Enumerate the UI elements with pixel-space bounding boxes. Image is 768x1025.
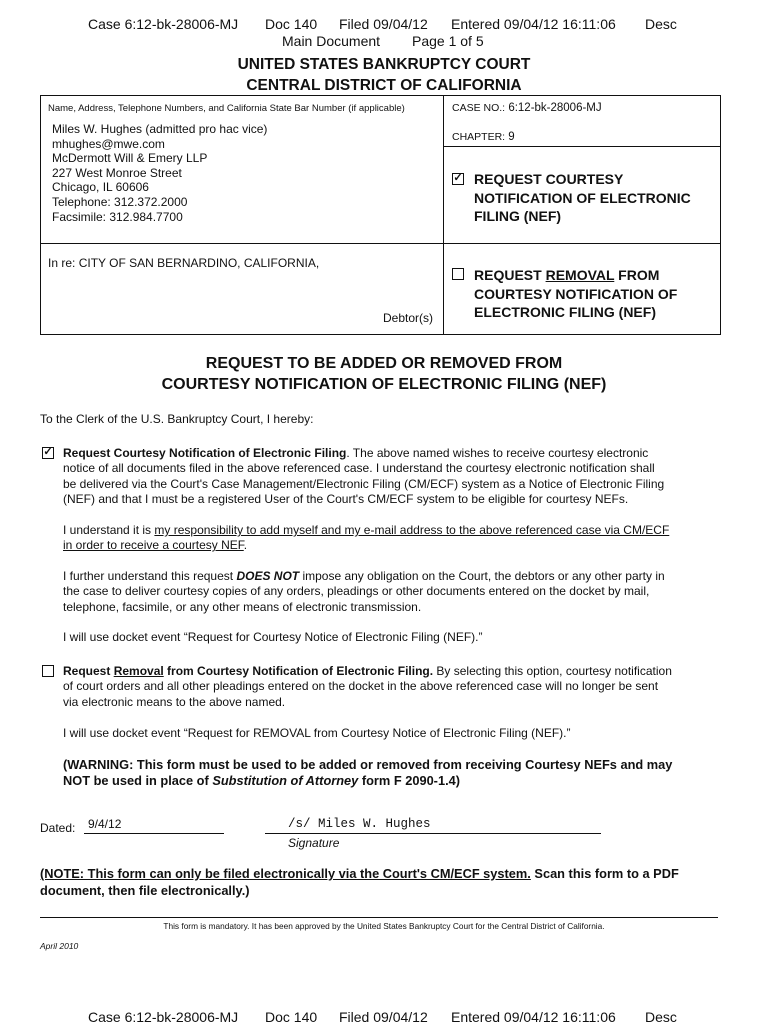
removal-text: via electronic means to the above named. — [63, 694, 286, 709]
further-text: telephone, facsimile, or any other means of electronic transmission. — [63, 599, 422, 614]
further-emph: DOES NOT — [236, 569, 300, 583]
attorney-line: 227 West Monroe Street — [52, 165, 182, 180]
form-title-line-1: REQUEST TO BE ADDED OR REMOVED FROM — [205, 355, 563, 372]
attorney-line: mhughes@mwe.com — [52, 136, 165, 151]
case-no-value: 6:12-bk-28006-MJ — [508, 102, 602, 114]
removal-underlined: REMOVAL — [545, 267, 615, 283]
caption-divider-right-1 — [443, 146, 720, 147]
warning — [63, 757, 733, 789]
caption-divider-right-2 — [443, 243, 720, 244]
understand-underlined: my responsibility to add myself and my e-mail address to the above referenced case via CM/ECF — [154, 523, 670, 537]
docket-event-add: I will use docket event “Request for Courtesy Notice of Electronic Filing (NEF).” — [63, 630, 483, 644]
signature-value: /s/ Miles W. Hughes — [288, 817, 431, 831]
attorney-line: Miles W. Hughes (admitted pro hac vice) — [52, 122, 268, 136]
request-text: notice of all documents filed in the above referenced case. I understand the courtesy electronic notification shall — [63, 461, 655, 476]
note-rest: Scan this form to a PDF — [530, 866, 679, 881]
removal-heading-underlined: Removal — [113, 664, 164, 678]
header-page: Page 1 of 5 — [412, 33, 484, 49]
in-re-label: In re: — [48, 256, 76, 270]
header-case: Case 6:12-bk-28006-MJ — [88, 16, 239, 32]
attorney-line: Telephone: 312.372.2000 — [52, 194, 188, 209]
further-paragraph — [63, 569, 728, 615]
in-re-value: CITY OF SAN BERNARDINO, CALIFORNIA, — [78, 256, 320, 270]
note-line-2: document, then file electronically.) — [40, 882, 250, 898]
removal-nef-option — [474, 266, 677, 322]
date-line — [84, 833, 224, 834]
note — [40, 866, 730, 899]
attorney-label: Name, Address, Telephone Numbers, and California State Bar Number (if applicable) — [48, 103, 405, 114]
request-text: (NEF) and that I must be a registered User of the Court's CM/ECF system to be eligible for courtesy NEFs. — [63, 491, 629, 506]
request-nef-line: REQUEST COURTESY — [474, 171, 624, 187]
footer-doc: Doc 140 — [265, 1009, 318, 1025]
court-line-2: CENTRAL DISTRICT OF CALIFORNIA — [246, 77, 522, 94]
footer-date: April 2010 — [40, 941, 79, 951]
warning-suffix: form F 2090-1.4) — [358, 773, 460, 788]
dated-label: Dated: — [40, 821, 76, 835]
footer-desc: Desc — [645, 1009, 677, 1025]
removal-text: By selecting this option, courtesy notification — [433, 664, 672, 678]
request-nef-option — [474, 170, 691, 226]
request-checkbox[interactable]: ✓ — [43, 446, 53, 458]
further-text: the case to deliver courtesy copies of any orders, pleadings or other documents entered on the docket by mail, — [63, 584, 650, 599]
header-filed: Filed 09/04/12 — [339, 16, 428, 32]
removal-text: of court orders and all other pleadings entered on the docket in the above referenced case will no longer be sent — [63, 679, 659, 694]
court-line-1: UNITED STATES BANKRUPTCY COURT — [237, 56, 531, 73]
form-title-line-2: COURTESY NOTIFICATION OF ELECTRONIC FILING (NEF) — [161, 376, 607, 393]
removal-paragraph — [63, 664, 728, 710]
date-value: 9/4/12 — [88, 817, 122, 831]
request-text: be delivered via the Court's Case Management/Electronic Filing (CM/ECF) system as a Notice of Electronic Filing — [63, 476, 665, 491]
request-text: . The above named wishes to receive courtesy electronic — [346, 446, 649, 460]
understand-paragraph — [63, 523, 728, 554]
note-underlined: (NOTE: This form can only be filed electronically via the Court's CM/ECF system. — [40, 866, 531, 881]
understand-suffix: . — [243, 538, 248, 553]
chapter — [452, 131, 515, 143]
warning-prefix: NOT be used in place of — [63, 773, 213, 788]
in-re — [48, 256, 319, 271]
case-no-label: CASE NO.: — [452, 102, 506, 114]
footer-filed: Filed 09/04/12 — [339, 1009, 428, 1025]
caption-divider-left — [40, 243, 444, 244]
signature-line — [265, 833, 601, 834]
attorney-line: Chicago, IL 60606 — [52, 180, 149, 195]
request-heading: Request Courtesy Notification of Electronic Filing — [63, 446, 347, 460]
further-prefix: I further understand this request — [63, 569, 237, 583]
removal-line: ELECTRONIC FILING (NEF) — [474, 304, 656, 320]
removal-line: COURTESY NOTIFICATION OF — [474, 285, 678, 302]
case-no — [452, 102, 602, 114]
warning-emph: Substitution of Attorney — [212, 773, 359, 788]
chapter-label: CHAPTER: — [452, 131, 506, 143]
debtor-label: Debtor(s) — [383, 311, 434, 325]
caption-divider-vertical — [443, 95, 444, 335]
request-nef-line: FILING (NEF) — [474, 208, 562, 224]
footer-mandatory: This form is mandatory. It has been approved by the United States Bankruptcy Court for the Central District of California. — [163, 921, 605, 931]
request-nef-line: NOTIFICATION OF ELECTRONIC — [474, 189, 691, 206]
attorney-block — [52, 122, 267, 224]
removal-heading-suffix: from Courtesy Notification of Electronic Filing. — [163, 664, 434, 678]
chapter-value: 9 — [508, 131, 515, 143]
warning-line-1: (WARNING: This form must be used to be added or removed from receiving Courtesy NEFs and may — [63, 757, 673, 772]
attorney-line: Facsimile: 312.984.7700 — [52, 209, 183, 224]
removal-checkbox[interactable] — [42, 665, 54, 677]
intro-text: To the Clerk of the U.S. Bankruptcy Court, I hereby: — [40, 412, 314, 426]
request-nef-checkbox[interactable]: ✓ — [453, 172, 463, 184]
signature-label: Signature — [288, 836, 340, 850]
removal-heading-prefix: Request — [63, 664, 114, 678]
attorney-line: McDermott Will & Emery LLP — [52, 151, 208, 166]
request-paragraph — [63, 446, 723, 507]
understand-underlined: in order to receive a courtesy NEF — [63, 538, 244, 553]
docket-event-remove: I will use docket event “Request for REMOVAL from Courtesy Notice of Electronic Filing (NEF).” — [63, 726, 571, 740]
header-entered: Entered 09/04/12 16:11:06 — [451, 16, 616, 32]
removal-suffix: FROM — [614, 267, 660, 283]
removal-prefix: REQUEST — [474, 267, 546, 283]
footer-rule — [40, 917, 718, 918]
header-doc: Doc 140 — [265, 16, 318, 32]
header-main-document: Main Document — [282, 33, 381, 49]
understand-prefix: I understand it is — [63, 523, 155, 537]
footer-entered: Entered 09/04/12 16:11:06 — [451, 1009, 616, 1025]
removal-nef-checkbox[interactable] — [452, 268, 464, 280]
further-text: impose any obligation on the Court, the debtors or any other party in — [299, 569, 665, 583]
footer-case: Case 6:12-bk-28006-MJ — [88, 1009, 239, 1025]
header-desc: Desc — [645, 16, 677, 32]
